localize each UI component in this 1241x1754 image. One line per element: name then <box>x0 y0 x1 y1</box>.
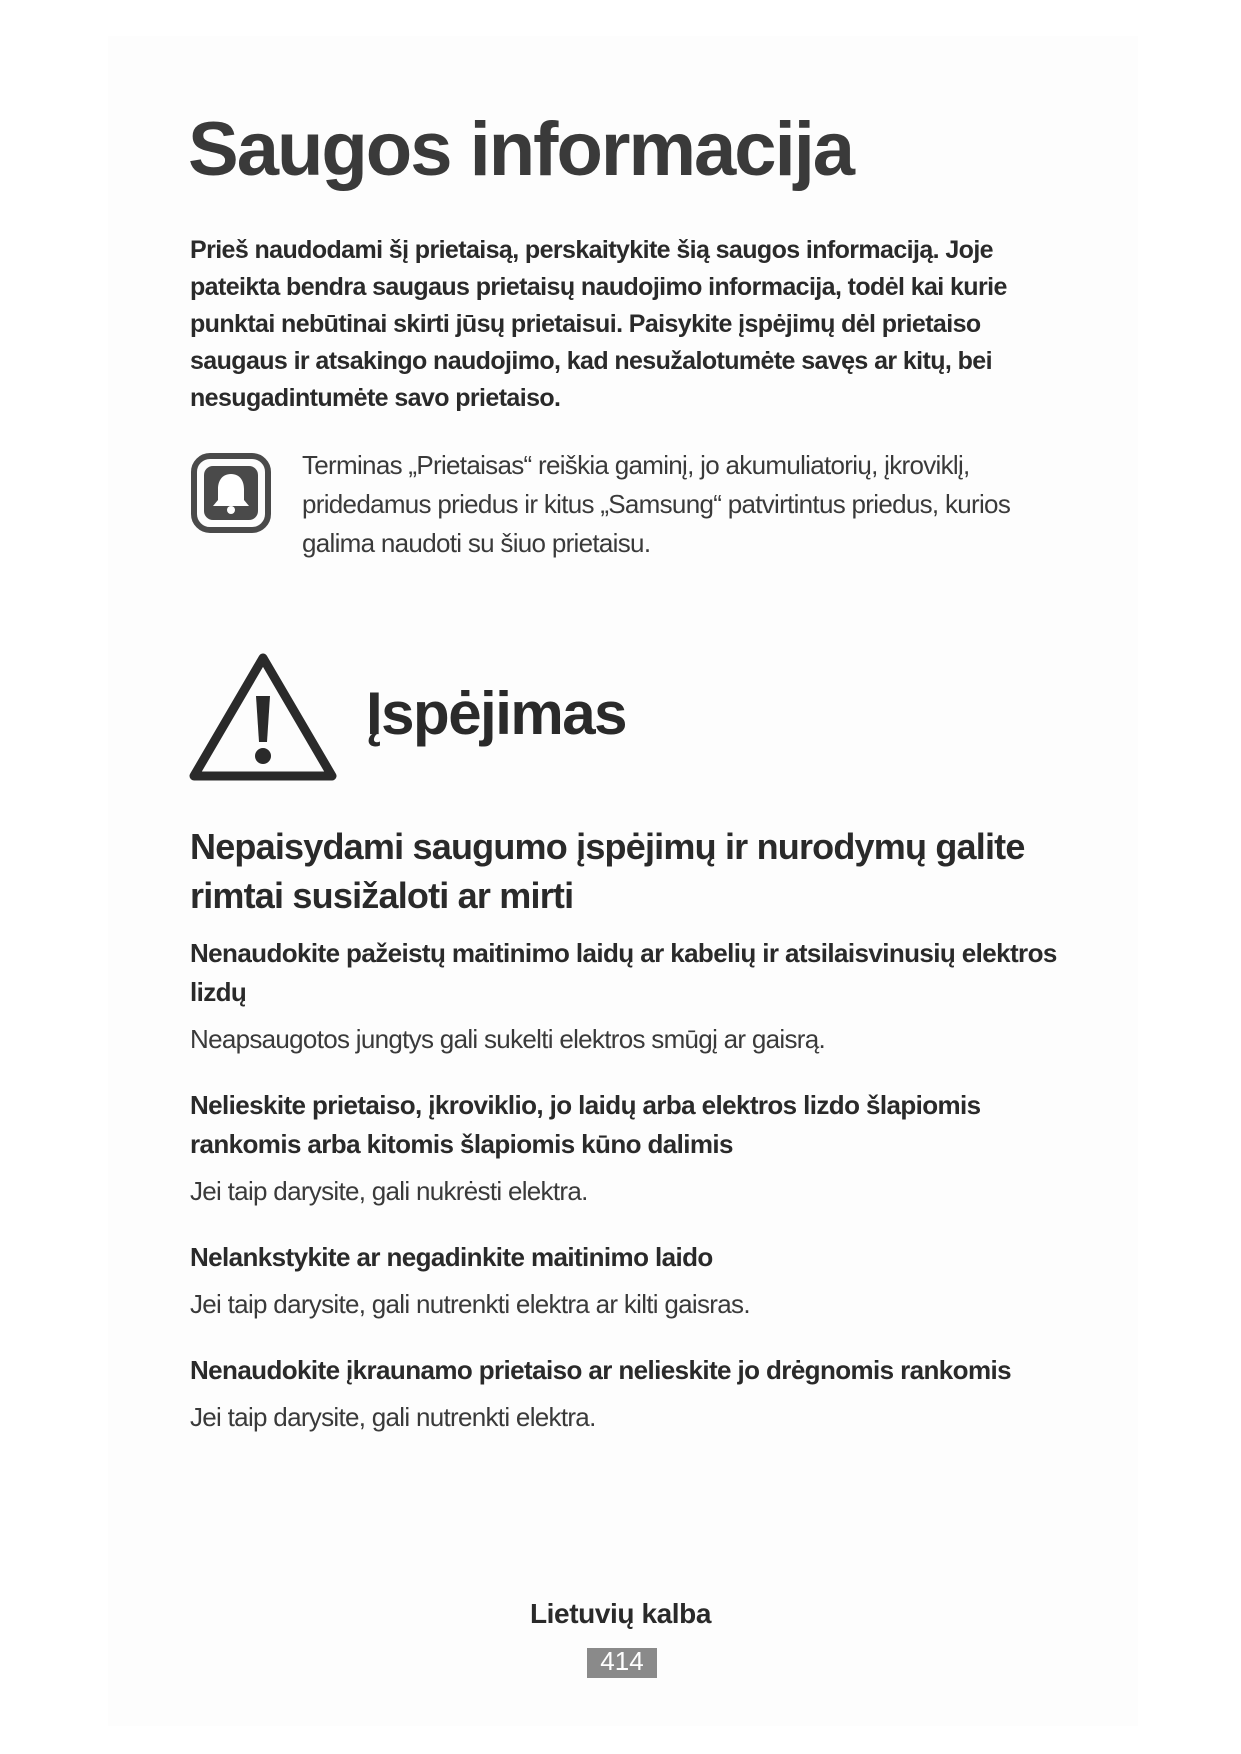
item-title: Nenaudokite įkraunamo prietaiso ar nelieskite jo drėgnomis rankomis <box>190 1355 1011 1385</box>
page-title: Saugos informacija <box>188 107 854 192</box>
list-item <box>190 934 1070 1059</box>
list-item <box>190 1086 1070 1211</box>
warning-triangle-icon <box>188 650 338 784</box>
item-text: Neapsaugotos jungtys gali sukelti elektros smūgį ar gaisrą. <box>190 1024 826 1054</box>
page-number: 414 <box>587 1648 657 1678</box>
item-text: Jei taip darysite, gali nutrenkti elektra ar kilti gaisras. <box>190 1289 750 1319</box>
item-title: Nenaudokite pažeistų maitinimo laidų ar kabelių ir atsilaisvinusių elektros lizdų <box>190 938 1057 1007</box>
note-text: Terminas „Prietaisas“ reiškia gaminį, jo akumuliatorių, įkroviklį, pridedamus priedus ir kitus „Samsung“ patvirtintus priedus, kurios galima naudoti su šiuo prietaisu. <box>302 450 1011 558</box>
footer-language: Lietuvių kalba <box>529 1598 712 1629</box>
item-title: Nelankstykite ar negadinkite maitinimo laido <box>190 1242 713 1272</box>
item-text: Jei taip darysite, gali nutrenkti elektra. <box>190 1402 596 1432</box>
warning-heading: Įspėjimas <box>366 680 626 747</box>
bell-notice-icon <box>190 452 272 534</box>
list-item <box>190 1238 1070 1324</box>
intro-paragraph: Prieš naudodami šį prietaisą, perskaitykite šią saugos informaciją. Joje pateikta bendra saugaus prietaisų naudojimo informacija, todėl kai kurie punktai nebūtinai skirti jūsų prietaisui. Paisykite įspėjimų dėl prietaiso saugaus ir atsakingo naudojimo, kad nesužalotumėte savęs ar kitų, bei nesugadintumėte savo prietaiso. <box>190 236 1007 412</box>
item-text: Jei taip darysite, gali nukrėsti elektra. <box>190 1176 588 1206</box>
item-title: Nelieskite prietaiso, įkroviklio, jo laidų arba elektros lizdo šlapiomis rankomis arba kitomis šlapiomis kūno dalimis <box>190 1090 981 1159</box>
section-heading: Nepaisydami saugumo įspėjimų ir nurodymų galite rimtai susižaloti ar mirti <box>190 826 1025 916</box>
list-item <box>190 1351 1070 1437</box>
